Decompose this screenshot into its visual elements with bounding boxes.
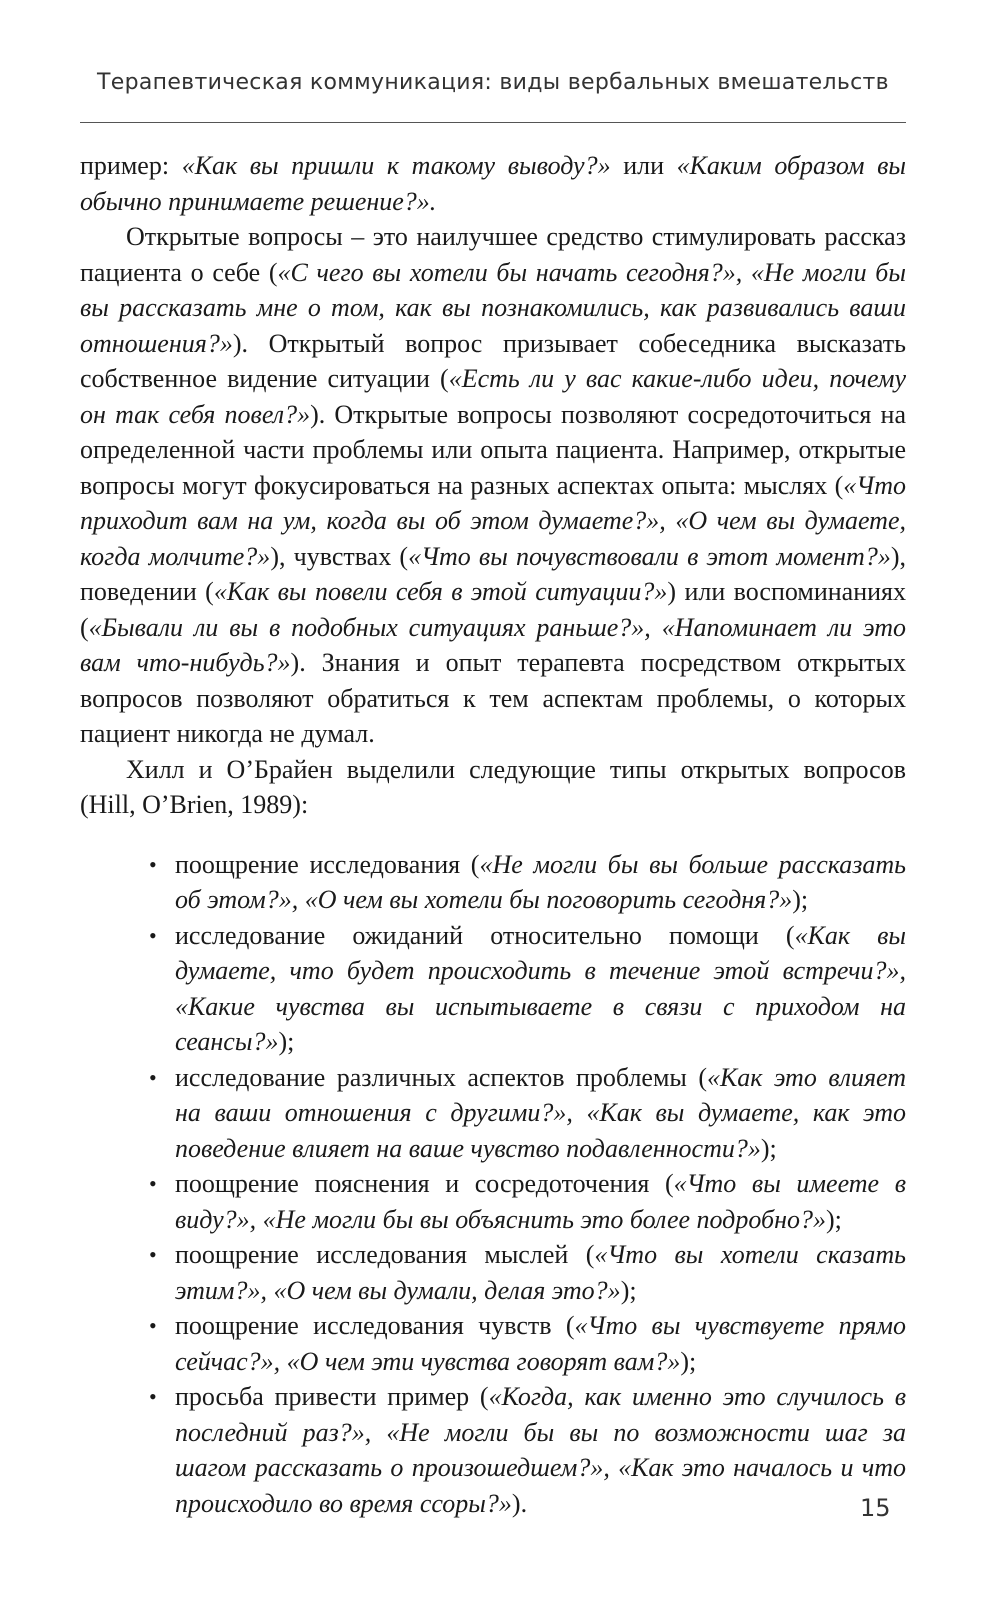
item-tail: ); bbox=[825, 1204, 842, 1234]
example-question: «Как вы пришли к такому выводу?» bbox=[181, 151, 611, 180]
item-tail: ); bbox=[760, 1133, 777, 1163]
example-question: «Есть ли у вас какие-либо идеи, почему он так себя повел?» bbox=[80, 364, 906, 429]
item-tail: ). bbox=[511, 1488, 528, 1518]
text-run: ). Открытые вопросы позволяют сосредоточиться на определенной части проблемы или опыта пациента. Например, открытые вопросы могут фокусироваться на разных аспектах опыта: мыслях ( bbox=[80, 399, 906, 500]
paragraph-continuation bbox=[80, 148, 906, 219]
example-question: «С чего вы хотели бы начать сегодня?», «Не могли бы вы рассказать мне о том, как вы познакомились, как развивались ваши отношения?» bbox=[80, 257, 906, 358]
example-question: «Бывали ли вы в подобных ситуациях раньше?», «Напоминает ли это вам что-нибудь?» bbox=[80, 612, 906, 677]
item-lead: исследование различных аспектов проблемы ( bbox=[175, 1062, 708, 1092]
paragraph-open-questions bbox=[80, 219, 906, 752]
text-run: ) или воспоминаниях ( bbox=[80, 577, 906, 642]
list-item bbox=[149, 1379, 906, 1521]
item-tail: ); bbox=[792, 885, 809, 914]
item-examples: «Что вы имеете в виду?», «Не могли бы вы объяснить это более подробно?» bbox=[175, 1169, 906, 1234]
item-tail: ); bbox=[620, 1275, 637, 1305]
text-run: ). Открытый вопрос призывает собеседника высказать собственное видение ситуации ( bbox=[80, 328, 906, 393]
item-lead: поощрение исследования чувств ( bbox=[175, 1311, 575, 1340]
text-run: ), чувствах ( bbox=[270, 541, 409, 571]
paragraph-hill-obrien: Хилл и О’Брайен выделили следующие типы открытых вопросов (Hill, O’Brien, 1989): bbox=[80, 754, 906, 819]
example-question: «Каким образом вы обычно принимаете решение?». bbox=[80, 151, 906, 216]
text-run: пример: bbox=[80, 151, 182, 180]
page-number: 15 bbox=[860, 1494, 891, 1522]
text-run: ), поведении ( bbox=[80, 541, 906, 606]
list-item bbox=[149, 918, 906, 1060]
bullet-icon: • bbox=[149, 851, 157, 877]
list-item bbox=[149, 847, 907, 918]
example-question: «Что вы почувствовали в этот момент?» bbox=[408, 541, 891, 571]
page-body bbox=[80, 148, 906, 1521]
bullet-icon: • bbox=[149, 922, 157, 948]
text-run: или bbox=[610, 151, 677, 180]
item-tail: ); bbox=[278, 1027, 295, 1056]
item-lead: поощрение пояснения и сосредоточения ( bbox=[175, 1169, 674, 1198]
item-examples: «Как это влияет на ваши отношения с другими?», «Как вы думаете, как это поведение влияет на ваше чувство подавленности?» bbox=[175, 1062, 906, 1163]
item-lead: исследование ожиданий относительно помощи ( bbox=[175, 920, 795, 950]
item-examples: «Когда, как именно это случилось в последний раз?», «Не могли бы вы по возможности шаг за шагом рассказать о произошедшем?», «Как это началось и что происходило во время ссоры?» bbox=[175, 1382, 906, 1518]
item-examples: «Не могли бы вы больше рассказать об этом?», «О чем вы хотели бы поговорить сегодня?» bbox=[175, 849, 907, 914]
list-item bbox=[149, 1308, 906, 1379]
text-run: Открытые вопросы – это наилучшее средство стимулировать рассказ пациента о себе ( bbox=[80, 222, 906, 287]
example-question: «Что приходит вам на ум, когда вы об этом думаете?», «О чем вы думаете, когда молчите?» bbox=[80, 470, 906, 571]
list-item bbox=[149, 1060, 906, 1167]
bullet-icon: • bbox=[149, 1171, 157, 1196]
bullet-icon: • bbox=[149, 1313, 157, 1338]
header-divider bbox=[80, 122, 906, 123]
item-examples: «Как вы думаете, что будет происходить в течение этой встречи?», «Какие чувства вы испытываете в связи с приходом на сеансы?» bbox=[175, 920, 906, 1056]
running-head-title: Терапевтическая коммуникация: виды вербальных вмешательств bbox=[97, 70, 889, 95]
item-examples: «Что вы хотели сказать этим?», «О чем вы думали, делая это?» bbox=[175, 1240, 906, 1305]
bullet-icon: • bbox=[149, 1064, 157, 1090]
bullet-icon: • bbox=[149, 1242, 157, 1267]
list-item bbox=[149, 1237, 906, 1308]
item-tail: ); bbox=[680, 1346, 697, 1376]
open-question-types-list bbox=[80, 847, 906, 1522]
item-examples: «Что вы чувствуете прямо сейчас?», «О чем эти чувства говорят вам?» bbox=[175, 1311, 906, 1376]
item-lead: поощрение исследования мыслей ( bbox=[175, 1240, 595, 1269]
item-lead: просьба привести пример ( bbox=[175, 1382, 489, 1411]
bullet-icon: • bbox=[149, 1384, 157, 1409]
list-item bbox=[149, 1166, 906, 1237]
item-lead: поощрение исследования ( bbox=[175, 849, 480, 879]
example-question: «Как вы повели себя в этой ситуации?» bbox=[213, 577, 668, 606]
text-run: ). Знания и опыт терапевта посредством открытых вопросов позволяют обратиться к тем аспектам проблемы, о которых пациент никогда не думал. bbox=[80, 648, 906, 748]
